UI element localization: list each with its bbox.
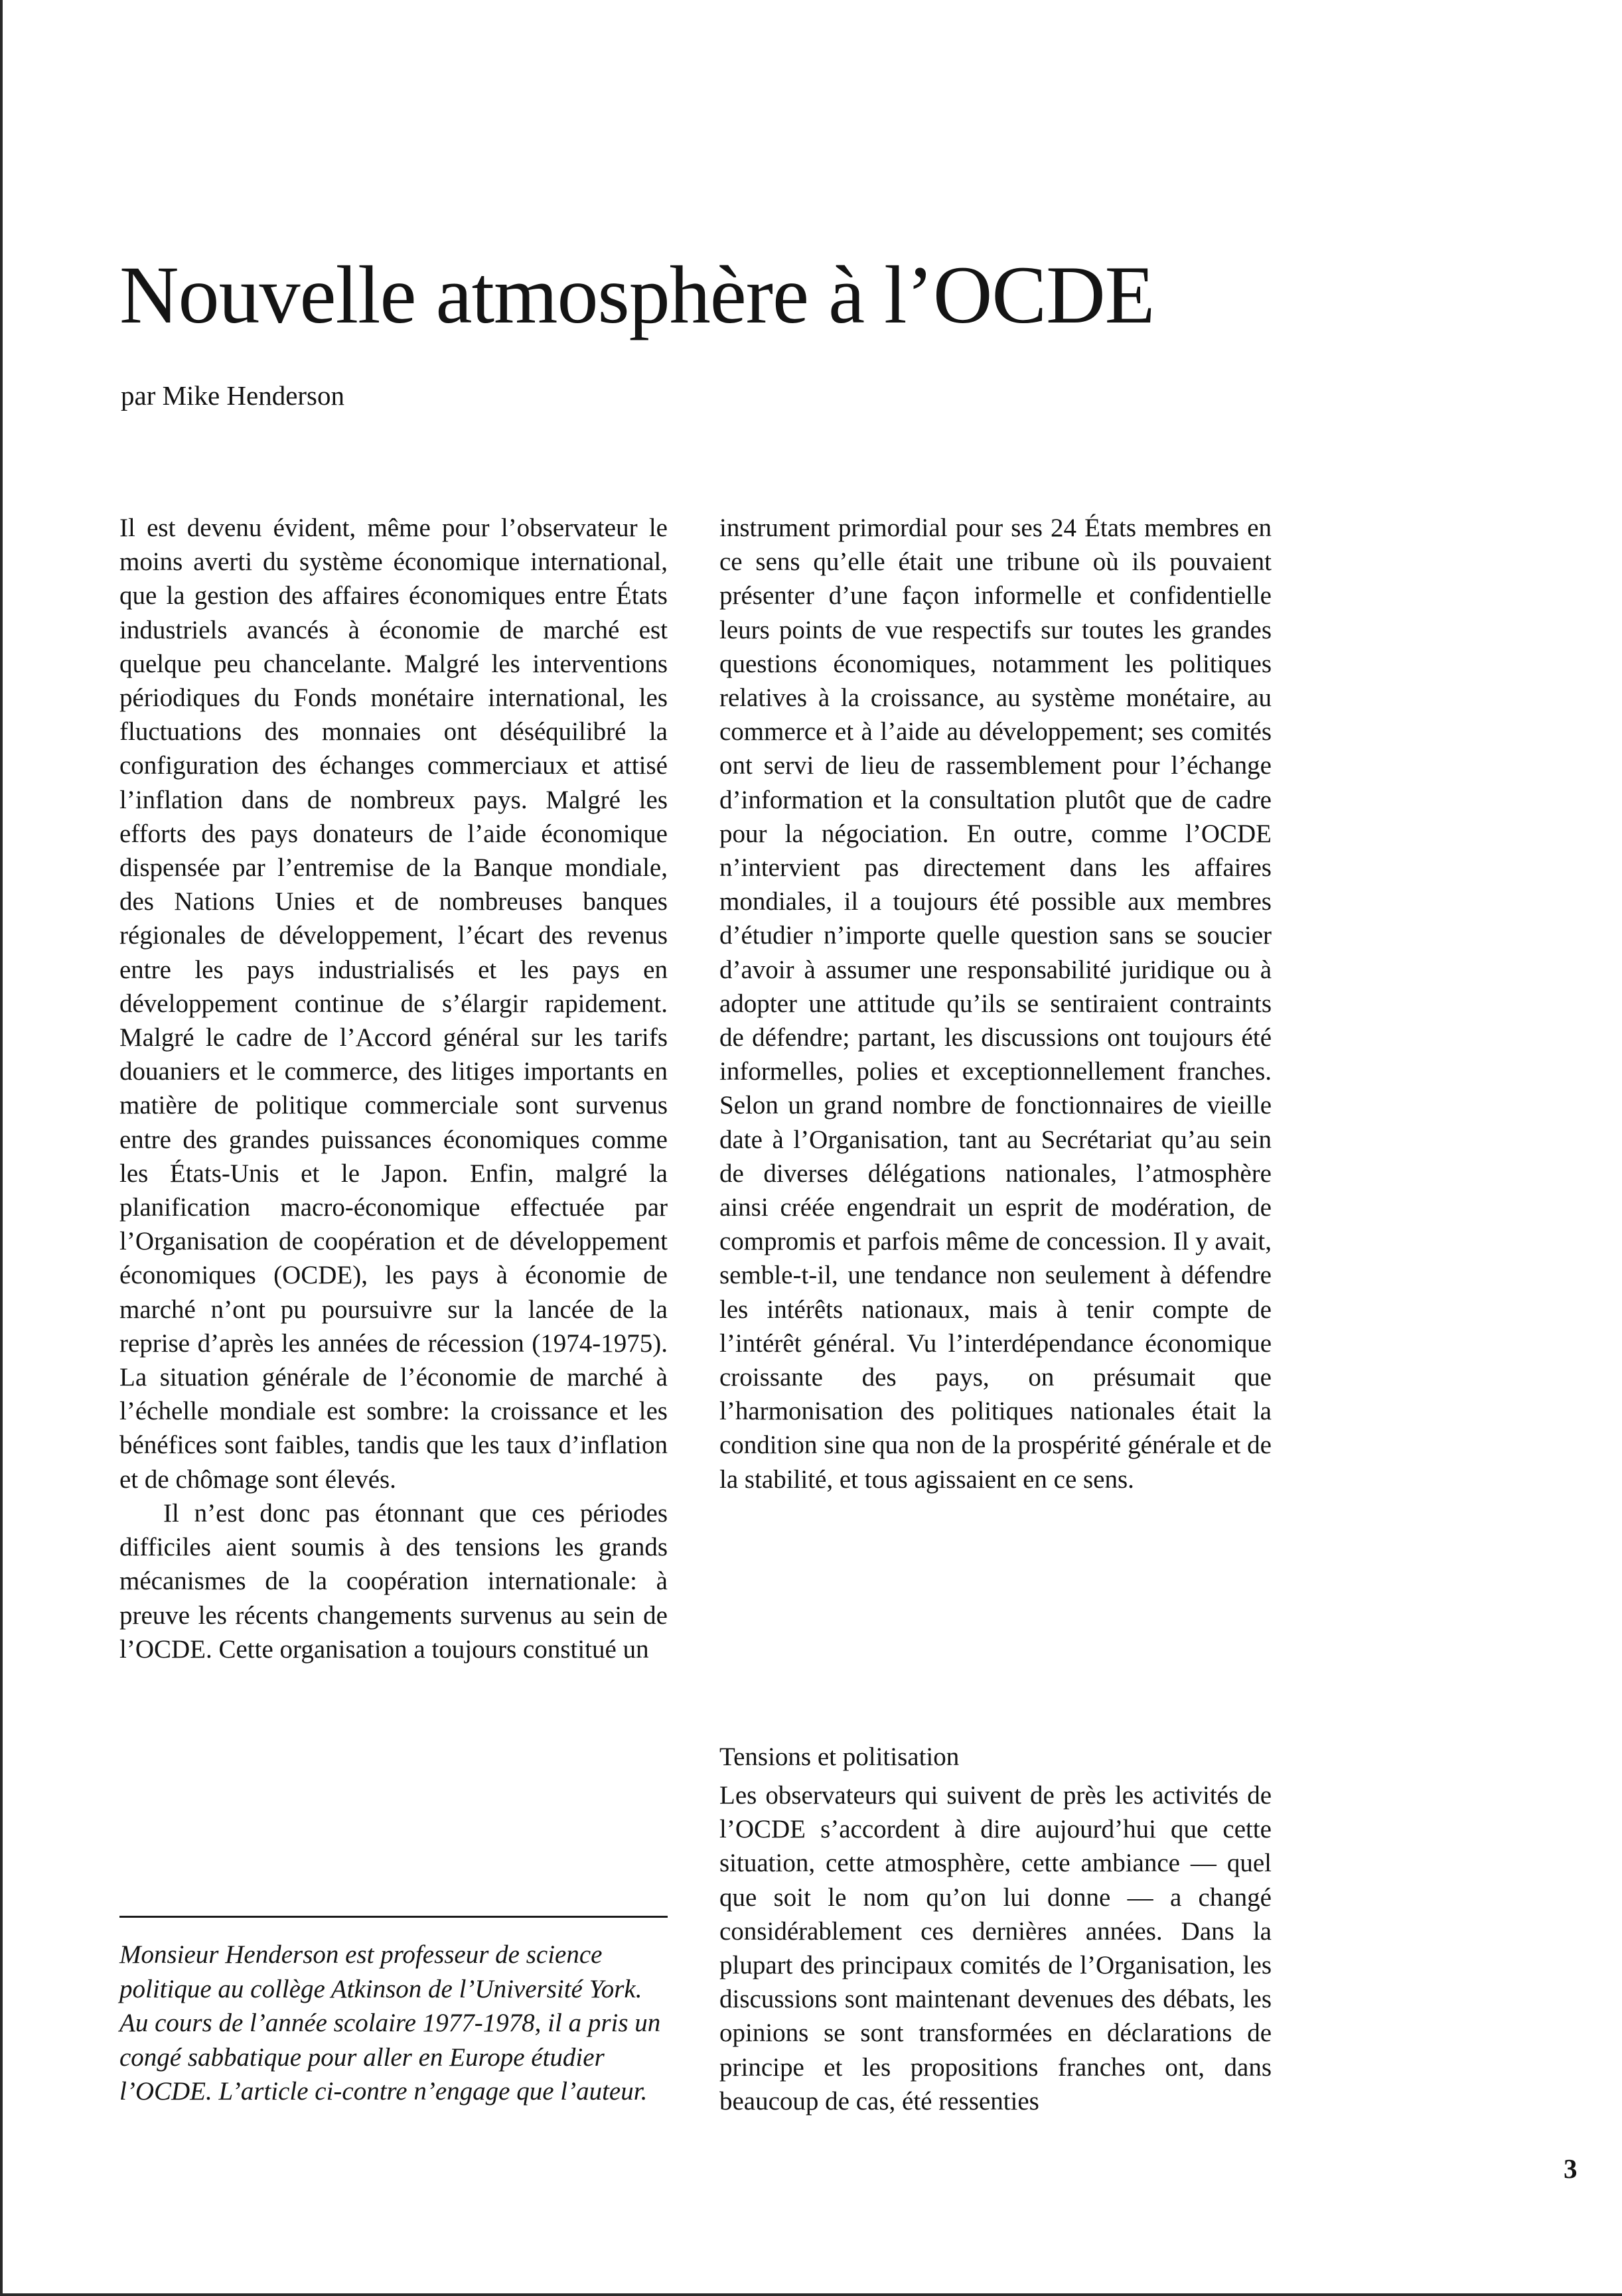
page-edge-bottom (0, 2293, 1622, 2296)
page-number: 3 (1564, 2153, 1578, 2184)
article-byline: par Mike Henderson (121, 380, 345, 411)
column-right-continued (719, 1778, 1272, 2118)
page-edge-left (0, 0, 3, 2296)
footnote-rule (119, 1916, 668, 1918)
section-heading: Tensions et politisation (719, 1743, 960, 1771)
column-left-paragraph-2: Il n’est donc pas étonnant que ces périodes difficiles aient soumis à des tensions les grands mécanismes de la coopération internationale: à preuve les récents changements survenus au sein de l’OCDE. Cette organisation a toujours constitué un (119, 1498, 668, 1664)
column-right (719, 511, 1272, 1496)
article-title: Nouvelle atmosphère à l’OCDE (119, 250, 1155, 340)
column-right-paragraph-1: instrument primordial pour ses 24 États membres en ce sens qu’elle était une tribune où ils pouvaient présenter d’une façon informelle et confidentielle leurs points de vue respectifs sur toutes les grandes questions économiques, notamment les politiques relatives à la croissance, au système monétaire, au commerce et à l’aide au développement; ses comités ont servi de lieu de rassemblement pour l’échange d’information et la consultation plutôt que de cadre pour la négociation. En outre, comme l’OCDE n’intervient pas directement dans les affaires mondiales, il a toujours été possible aux membres d’étudier n’importe quelle question sans se soucier d’avoir à assumer une responsabilité juridique ou à adopter une attitude qu’ils se sentiraient contraints de défendre; partant, les discussions ont toujours été informelles, polies et exceptionnellement franches. Selon un grand nombre de fonctionnaires de vieille date à l’Organisation, tant au Secrétariat qu’au sein de diverses délégations nationales, l’atmosphère ainsi créée engendrait un esprit de modération, de compromis et parfois même de concession. Il y avait, semble-t-il, une tendance non seulement à défendre les intérêts nationaux, mais à tenir compte de l’intérêt général. Vu l’interdépendance économique croissante des pays, on présumait que l’harmonisation des politiques nationales était la condition sine qua non de la prospérité générale et de la stabilité, et tous agissaient en ce sens. (719, 514, 1272, 1494)
column-left-paragraph-1: Il est devenu évident, même pour l’observateur le moins averti du système économique international, que la gestion des affaires économiques entre États industriels avancés à économie de marché est quelque peu chancelante. Malgré les interventions périodiques du Fonds monétaire international, les fluctuations des monnaies ont déséquilibré la configuration des échanges commerciaux et attisé l’inflation dans de nombreux pays. Malgré les efforts des pays donateurs de l’aide économique dispensée par l’entremise de la Banque mondiale, des Nations Unies et de nombreuses banques régionales de développement, l’écart des revenus entre les pays industrialisés et les pays en développement continue de s’élargir rapidement. Malgré le cadre de l’Accord général sur les tarifs douaniers et le commerce, des litiges importants en matière de politique commerciale sont survenus entre des grandes puissances économiques comme les États-Unis et le Japon. Enfin, malgré la planification macro-économique effectuée par l’Organisation de coopération et de développement économiques (OCDE), les pays à économie de marché n’ont pu poursuivre sur la lancée de la reprise d’après les années de récession (1974-1975). La situation générale de l’économie de marché à l’échelle mondiale est sombre: la croissance et les bénéfices sont faibles, tandis que les taux d’inflation et de chômage sont élevés. (119, 514, 668, 1494)
column-right-paragraph-2: Les observateurs qui suivent de près les activités de l’OCDE s’accordent à dire aujourd’hui que cette situation, cette atmosphère, cette ambiance — quel que soit le nom qu’on lui donne — a changé considérablement ces dernières années. Dans la plupart des principaux comités de l’Organisation, les discussions sont maintenant devenues des débats, les opinions se sont transformées en déclarations de principe et les propositions franches ont, dans beaucoup de cas, été ressenties (719, 1781, 1272, 2116)
column-left (119, 511, 668, 1666)
author-note: Monsieur Henderson est professeur de science politique au collège Atkinson de l’Université York. Au cours de l’année scolaire 1977-1978, il a pris un congé sabbatique pour aller en Europe étudier l’OCDE. L’article ci-contre n’engage que l’auteur. (119, 1940, 661, 2106)
